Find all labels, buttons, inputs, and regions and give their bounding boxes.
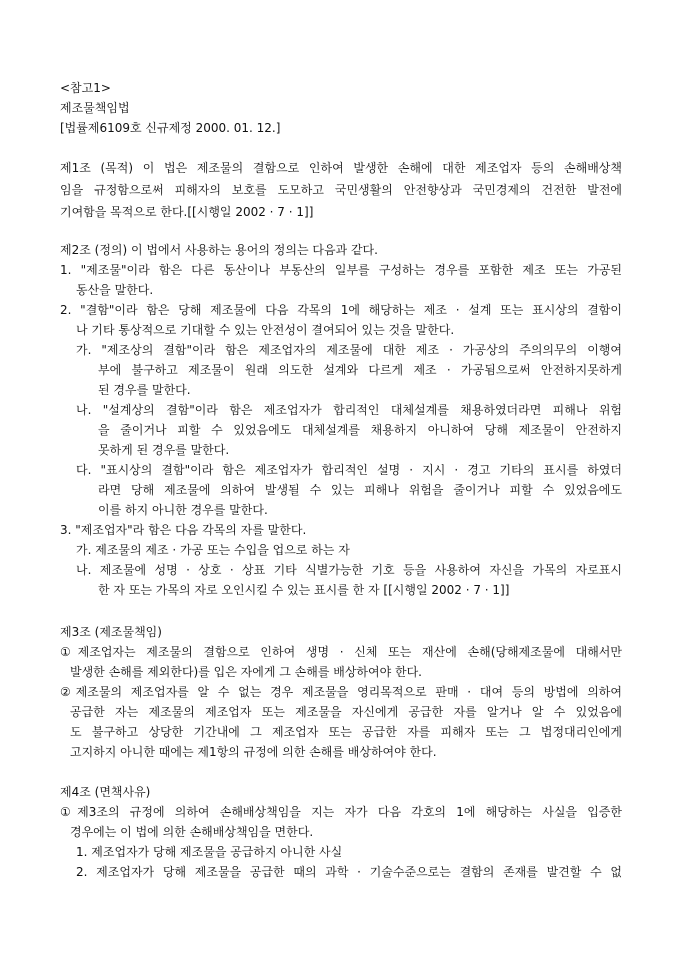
article2-item2-cont: 나 기타 통상적으로 기대할 수 있는 안전성이 결여되어 있는 것을 말한다. <box>76 323 455 337</box>
article2-subitem-ga-cont: 된 경우를 말한다. <box>98 383 191 397</box>
article2-subitem-na-cont: 못하게 된 경우를 말한다. <box>98 443 230 457</box>
article3-para1: ①제조업자는 제조물의 결함으로 인하여 생명 · 신체 또는 재산에 손해(당해제조물에 대해서만 <box>60 645 622 659</box>
article4-para1: ①제3조의 규정에 의하여 손해배상책임을 지는 자가 다음 각호의 1에 해당하는 사실을 입증한 <box>60 805 622 819</box>
article3-para2: ②제조물의 제조업자를 알 수 없는 경우 제조물을 영리목적으로 판매 · 대여 등의 방법에 의하여 <box>60 685 622 699</box>
article3-para2-cont: 공급한 자는 제조물의 제조업자 또는 제조물을 자신에게 공급한 자를 알거나 알 수 있었음에 <box>70 705 622 719</box>
article2-item3-na-cont: 한 자 또는 가목의 자로 오인시킬 수 있는 표시를 한 자 [[시행일 2002 · 7 · 1]] <box>98 583 510 597</box>
article1-line: 임을 규정함으로써 피해자의 보호를 도모하고 국민생활의 안전향상과 국민경제의 건전한 발전에 <box>60 183 622 197</box>
article1-line: 기여함을 목적으로 한다.[[시행일 2002 · 7 · 1]] <box>60 205 314 219</box>
law-title: 제조물책임법 <box>60 101 130 115</box>
article2-subitem-da-cont: 라면 당해 제조물에 의하여 발생될 수 있는 피해나 위험을 줄이거나 피할 수 있었음에도 <box>98 483 622 497</box>
article2-item1-cont: 동산을 말한다. <box>76 283 154 297</box>
article2-item3-ga: 가. 제조물의 제조 · 가공 또는 수입을 업으로 하는 자 <box>76 543 350 557</box>
article1-line: 제1조 (목적) 이 법은 제조물의 결함으로 인하여 발생한 손해에 대한 제조업자 등의 손해배상책 <box>60 161 622 175</box>
article2-item3-na: 나. 제조물에 성명 · 상호 · 상표 기타 식별가능한 기호 등을 사용하여 자신을 가목의 자로표시 <box>76 563 622 577</box>
article2-subitem-da: 다. "표시상의 결함"이라 함은 제조업자가 합리적인 설명 · 지시 · 경고 기타의 표시를 하였더 <box>76 463 622 477</box>
article2-subitem-da-cont: 이를 하지 아니한 경우를 말한다. <box>98 503 268 517</box>
article4-title: 제4조 (면책사유) <box>60 785 151 799</box>
article2-item1: 1. "제조물"이라 함은 다른 동산이나 부동산의 일부를 구성하는 경우를 포함한 제조 또는 가공된 <box>60 263 622 277</box>
article3-para2-cont: 고지하지 아니한 때에는 제1항의 규정에 의한 손해를 배상하여야 한다. <box>70 745 437 759</box>
article2-intro: 제2조 (정의) 이 법에서 사용하는 용어의 정의는 다음과 같다. <box>60 243 378 257</box>
reference-label: <참고1> <box>60 81 111 95</box>
article2-subitem-ga-cont: 부에 불구하고 제조물이 원래 의도한 설계와 다르게 제조 · 가공됨으로써 안전하지못하게 <box>98 363 622 377</box>
article2-subitem-na: 나. "설계상의 결함"이라 함은 제조업자가 합리적인 대체설계를 채용하였더라면 피해나 위험 <box>76 403 622 417</box>
article4-para1-cont: 경우에는 이 법에 의한 손해배상책임을 면한다. <box>70 825 314 839</box>
article4-item1: 1. 제조업자가 당해 제조물을 공급하지 아니한 사실 <box>76 845 343 859</box>
article2-subitem-na-cont: 을 줄이거나 피할 수 있었음에도 대체설계를 채용하지 아니하여 당해 제조물이 안전하지 <box>98 423 622 437</box>
law-meta: [법률제6109호 신규제정 2000. 01. 12.] <box>60 121 281 135</box>
article4-item2: 2. 제조업자가 당해 제조물을 공급한 때의 과학 · 기술수준으로는 결함의 존재를 발견할 수 없 <box>76 865 622 879</box>
article2-item3: 3. "제조업자"라 함은 다음 각목의 자를 말한다. <box>60 523 307 537</box>
article3-title: 제3조 (제조물책임) <box>60 625 162 639</box>
article2-item2: 2. "결함"이라 함은 당해 제조물에 다음 각목의 1에 해당하는 제조 · 설계 또는 표시상의 결함이 <box>60 303 622 317</box>
article3-para2-cont: 도 불구하고 상당한 기간내에 그 제조업자 또는 공급한 자를 피해자 또는 그 법정대리인에게 <box>70 725 622 739</box>
article3-para1-cont: 발생한 손해를 제외한다)를 입은 자에게 그 손해를 배상하여야 한다. <box>70 665 422 679</box>
article2-subitem-ga: 가. "제조상의 결함"이라 함은 제조업자의 제조물에 대한 제조 · 가공상의 주의의무의 이행여 <box>76 343 622 357</box>
